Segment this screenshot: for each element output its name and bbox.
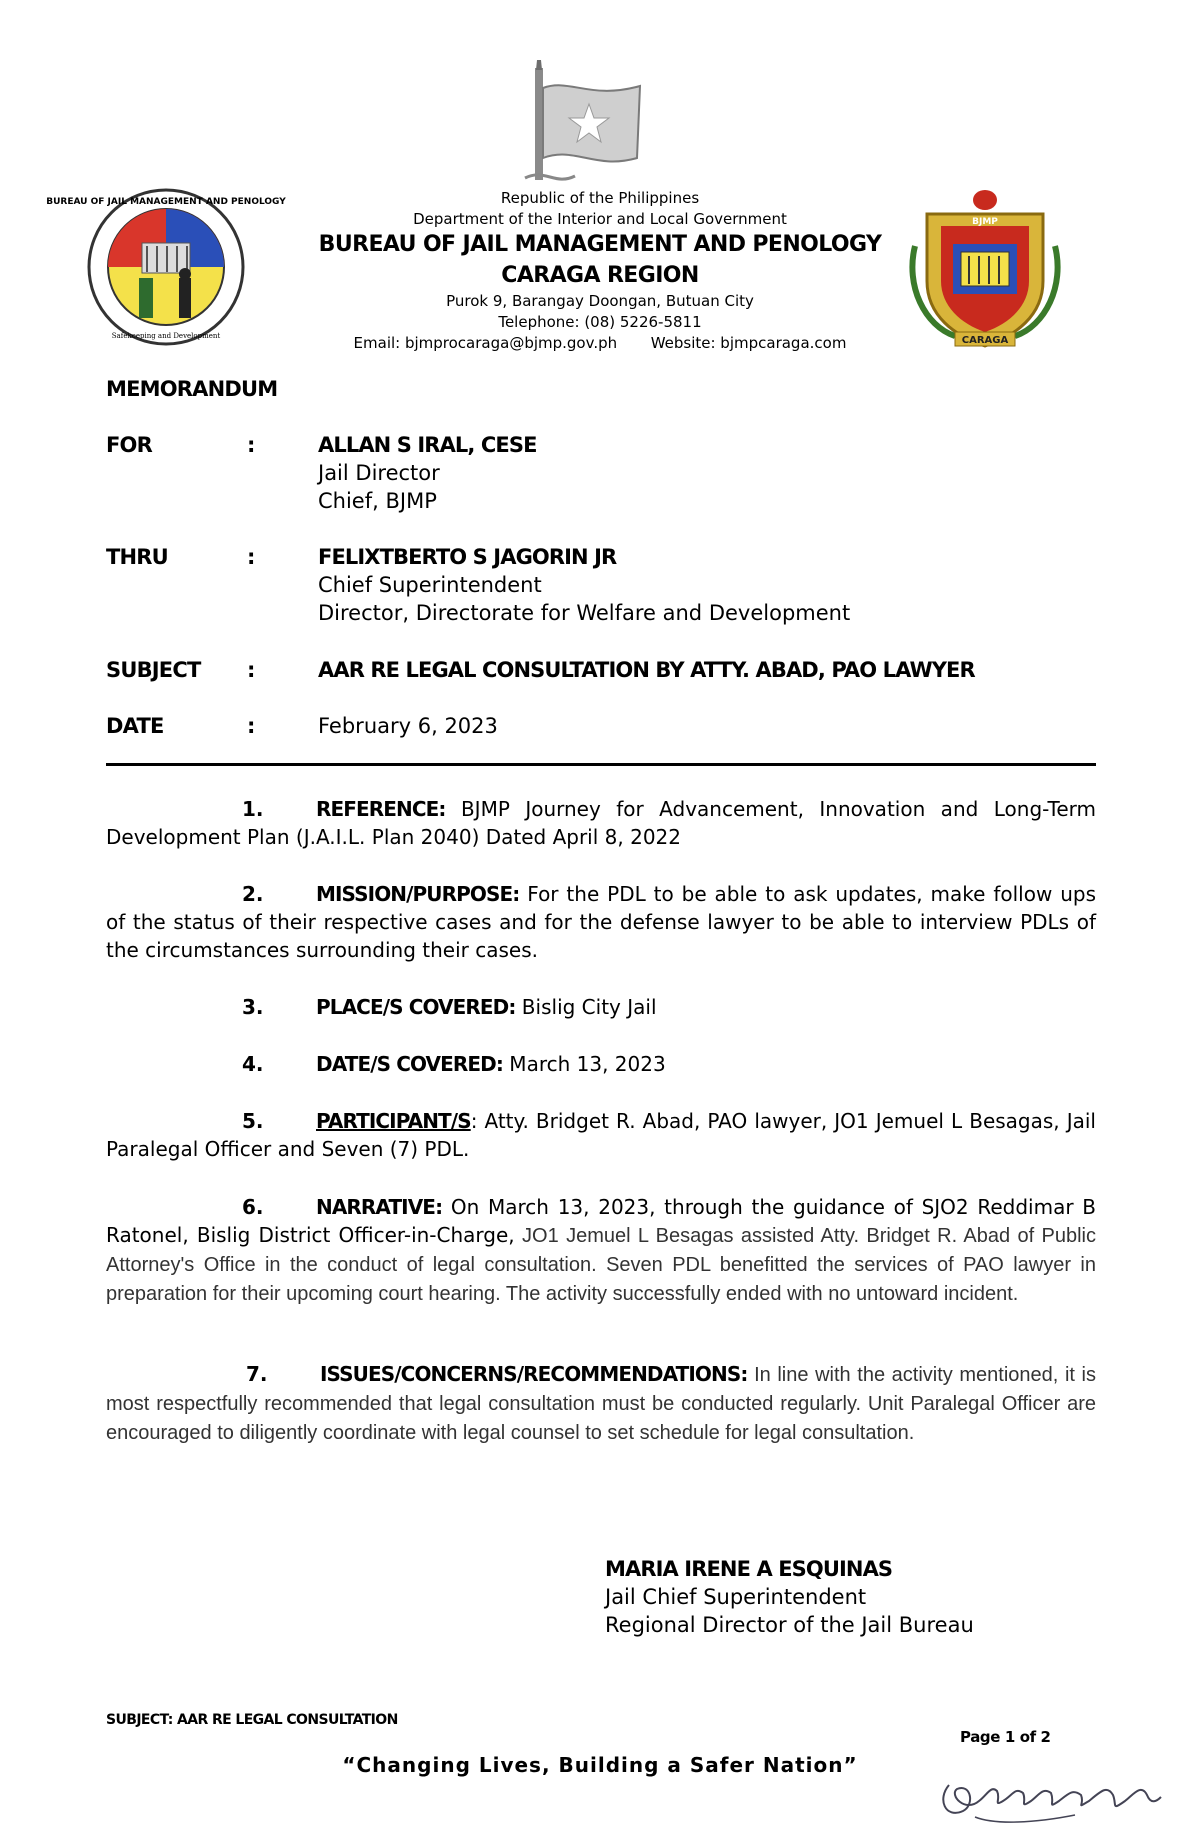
header-divider xyxy=(106,763,1096,766)
subject-colon: : xyxy=(247,658,256,682)
contact-line xyxy=(0,334,1200,352)
right-seal-bottom-text: CARAGA xyxy=(961,335,1009,346)
paragraph-date xyxy=(106,1050,1096,1078)
subject-value: AAR RE LEGAL CONSULTATION BY ATTY. ABAD, PAO LAWYER xyxy=(318,658,975,682)
paragraph-text: In line with the activity mentioned, it is most respectfully recommended that legal consultation must be conducted regularly. Unit Paralegal Officer are encouraged to diligently coordinate with legal counsel to set schedule for legal consultation. xyxy=(106,1364,1096,1444)
paragraph-heading: DATE/S COVERED: xyxy=(316,1052,503,1076)
paragraph-recommendations xyxy=(106,1360,1096,1447)
page-number: Page 1 of 2 xyxy=(960,1728,1051,1746)
paragraph-number: 7. xyxy=(246,1362,268,1386)
signatory-name: MARIA IRENE A ESQUINAS xyxy=(605,1557,893,1581)
paragraph-mission xyxy=(106,880,1096,964)
paragraph-heading: PARTICIPANT/S xyxy=(316,1109,471,1133)
telephone-line: Telephone: (08) 5226-5811 xyxy=(498,313,702,331)
thru-title: Chief Superintendent xyxy=(318,573,542,597)
thru-colon: : xyxy=(247,545,256,569)
email-text: Email: bjmprocaraga@bjmp.gov.ph xyxy=(353,334,618,352)
department-line: Department of the Interior and Local Government xyxy=(413,210,787,228)
subject-label: SUBJECT xyxy=(106,658,201,682)
paragraph-participants xyxy=(106,1107,1096,1163)
paragraph-heading: NARRATIVE: xyxy=(316,1195,443,1219)
paragraph-place xyxy=(106,993,1096,1021)
region-name: CARAGA REGION xyxy=(501,263,699,288)
paragraph-text: BJMP Journey for Advancement, Innovation and Long-Term Development Plan (J.A.I.L. Plan 2040) Dated April 8, 2022 xyxy=(106,797,1096,849)
paragraph-text: On March 13, 2023, through the guidance of SJO2 Reddimar B Ratonel, Bislig District Officer-in-Charge, xyxy=(106,1195,1096,1247)
right-seal-top-text: BJMP xyxy=(972,217,998,227)
paragraph-heading: PLACE/S COVERED: xyxy=(316,995,516,1019)
paragraph-reference xyxy=(106,795,1096,851)
bureau-name: BUREAU OF JAIL MANAGEMENT AND PENOLOGY xyxy=(318,232,882,257)
memo-title: MEMORANDUM xyxy=(106,377,278,401)
paragraph-number: 2. xyxy=(242,882,264,906)
paragraph-text: : Atty. Bridget R. Abad, PAO lawyer, JO1 Jemuel L Besagas, Jail Paralegal Officer and Seven (7) PDL. xyxy=(106,1109,1096,1161)
for-title: Jail Director xyxy=(318,461,440,485)
left-seal-text: BUREAU OF JAIL MANAGEMENT AND PENOLOGY xyxy=(46,197,286,207)
date-label: DATE xyxy=(106,714,164,738)
address-line: Purok 9, Barangay Doongan, Butuan City xyxy=(446,292,754,310)
thru-position: Director, Directorate for Welfare and Development xyxy=(318,601,851,625)
paragraph-number: 4. xyxy=(242,1052,264,1076)
for-label: FOR xyxy=(106,433,152,457)
paragraph-number: 5. xyxy=(242,1109,264,1133)
thru-label: THRU xyxy=(106,545,168,569)
paragraph-text: Bislig City Jail xyxy=(515,995,657,1019)
signatory-position: Regional Director of the Jail Bureau xyxy=(605,1613,974,1637)
paragraph-text: For the PDL to be able to ask updates, make follow ups of the status of their respective cases and for the defense lawyer to be able to interview PDLs of the circumstances surrounding their cases. xyxy=(106,882,1096,962)
paragraph-number: 3. xyxy=(242,995,264,1019)
website-text: Website: bjmpcaraga.com xyxy=(650,334,847,352)
paragraph-heading: ISSUES/CONCERNS/RECOMMENDATIONS: xyxy=(320,1362,748,1386)
signatory-rank: Jail Chief Superintendent xyxy=(605,1585,867,1609)
paragraph-number: 1. xyxy=(242,797,264,821)
flag-emblem xyxy=(515,58,645,188)
paragraph-heading: MISSION/PURPOSE: xyxy=(316,882,520,906)
signatory-block xyxy=(605,1555,974,1639)
for-colon: : xyxy=(247,433,256,457)
for-name: ALLAN S IRAL, CESE xyxy=(318,433,537,457)
footer-subject: SUBJECT: AAR RE LEGAL CONSULTATION xyxy=(106,1712,398,1728)
date-value: February 6, 2023 xyxy=(318,714,498,738)
paragraph-narrative xyxy=(106,1193,1096,1308)
for-position: Chief, BJMP xyxy=(318,489,437,513)
for-value xyxy=(318,431,537,515)
footer-motto: “Changing Lives, Building a Safer Nation” xyxy=(342,1753,858,1777)
thru-name: FELIXTBERTO S JAGORIN JR xyxy=(318,545,617,569)
thru-value xyxy=(318,543,850,627)
paragraph-text-continued: JO1 Jemuel L Besagas assisted Atty. Bridget R. Abad of Public Attorney's Office in the conduct of legal consultation. Seven PDL benefitted the services of PAO lawyer in preparation for their upcoming court hearing. The activity successfully ended with no untoward incident. xyxy=(106,1225,1096,1305)
handwritten-signature xyxy=(935,1755,1165,1830)
left-seal-motto: Safekeeping and Development xyxy=(111,332,221,340)
paragraph-heading: REFERENCE: xyxy=(316,797,446,821)
paragraph-number: 6. xyxy=(242,1195,264,1219)
paragraph-text: March 13, 2023 xyxy=(502,1052,666,1076)
date-colon: : xyxy=(247,714,256,738)
republic-line: Republic of the Philippines xyxy=(500,189,700,207)
